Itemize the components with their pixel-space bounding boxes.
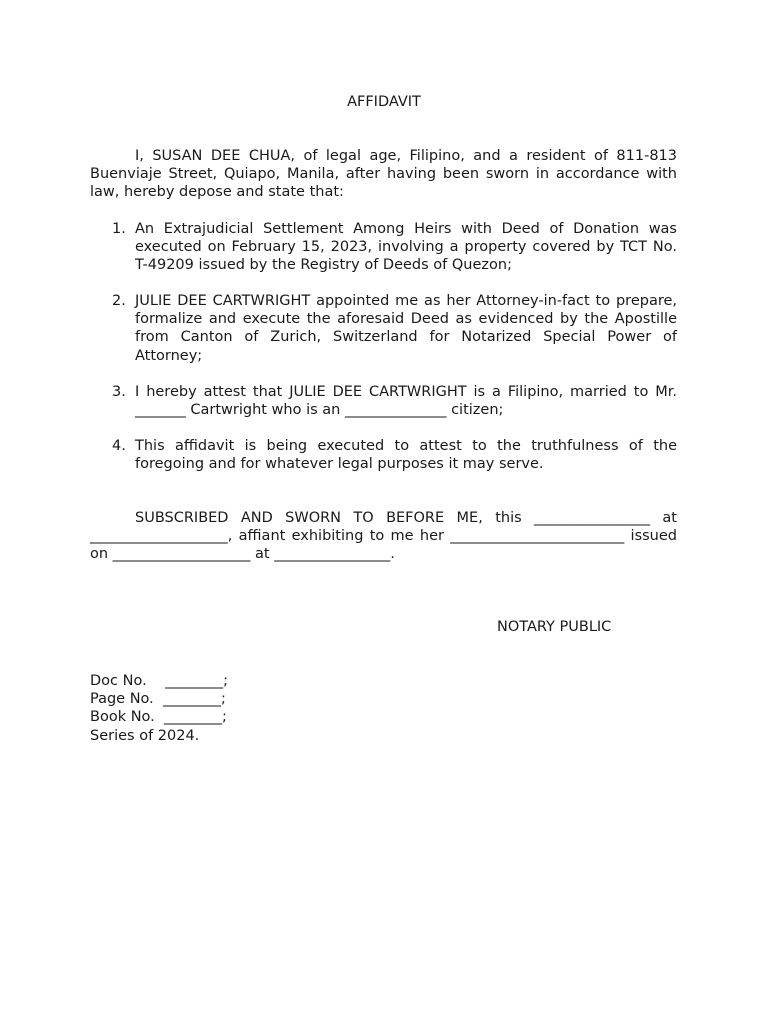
list-item-text: I hereby attest that JULIE DEE CARTWRIGHT is a Filipino, married to Mr. _______ Cartwright who is an ______________ citizen; <box>135 384 677 419</box>
list-item-text: This affidavit is being executed to attest to the truthfulness of the foregoing and for whatever legal purposes it may serve. <box>135 438 677 473</box>
list-item-text: JULIE DEE CARTWRIGHT appointed me as her Attorney-in-fact to prepare, formalize and execute the aforesaid Deed as evidenced by the Apostille from Canton of Zurich, Switzerland for Notarized Special Power of Attorney; <box>135 293 677 364</box>
list-item-number: 3. <box>112 384 126 400</box>
doc-no-line: Doc No. ________; <box>90 673 229 689</box>
list-item <box>90 437 677 473</box>
list-item <box>90 220 677 275</box>
book-no-line: Book No. ________; <box>90 709 227 726</box>
series-line: Series of 2024. <box>90 727 200 744</box>
list-item-text: An Extrajudicial Settlement Among Heirs with Deed of Donation was executed on February 15, 2023, involving a property covered by TCT No. T-49209 issued by the Registry of Deeds of Quezon; <box>135 221 677 274</box>
notarial-register-block <box>90 672 390 745</box>
list-item-number: 2. <box>112 293 126 309</box>
notary-public-label: NOTARY PUBLIC <box>497 619 612 635</box>
jurat-paragraph: SUBSCRIBED AND SWORN TO BEFORE ME, this ________________ at ___________________, affiant exhibiting to me her ________________________ issued on ___________________ at ________________. <box>90 510 677 563</box>
list-item <box>90 292 677 365</box>
list-item <box>90 383 677 419</box>
document-title: AFFIDAVIT <box>347 94 421 110</box>
intro-paragraph: I, SUSAN DEE CHUA, of legal age, Filipino, and a resident of 811-813 Buenviaje Street, Quiapo, Manila, after having been sworn in accordance with law, hereby depose and state that: <box>90 148 677 201</box>
list-item-number: 1. <box>112 221 126 237</box>
page-no-line: Page No. ________; <box>90 691 226 708</box>
list-item-number: 4. <box>112 438 126 454</box>
